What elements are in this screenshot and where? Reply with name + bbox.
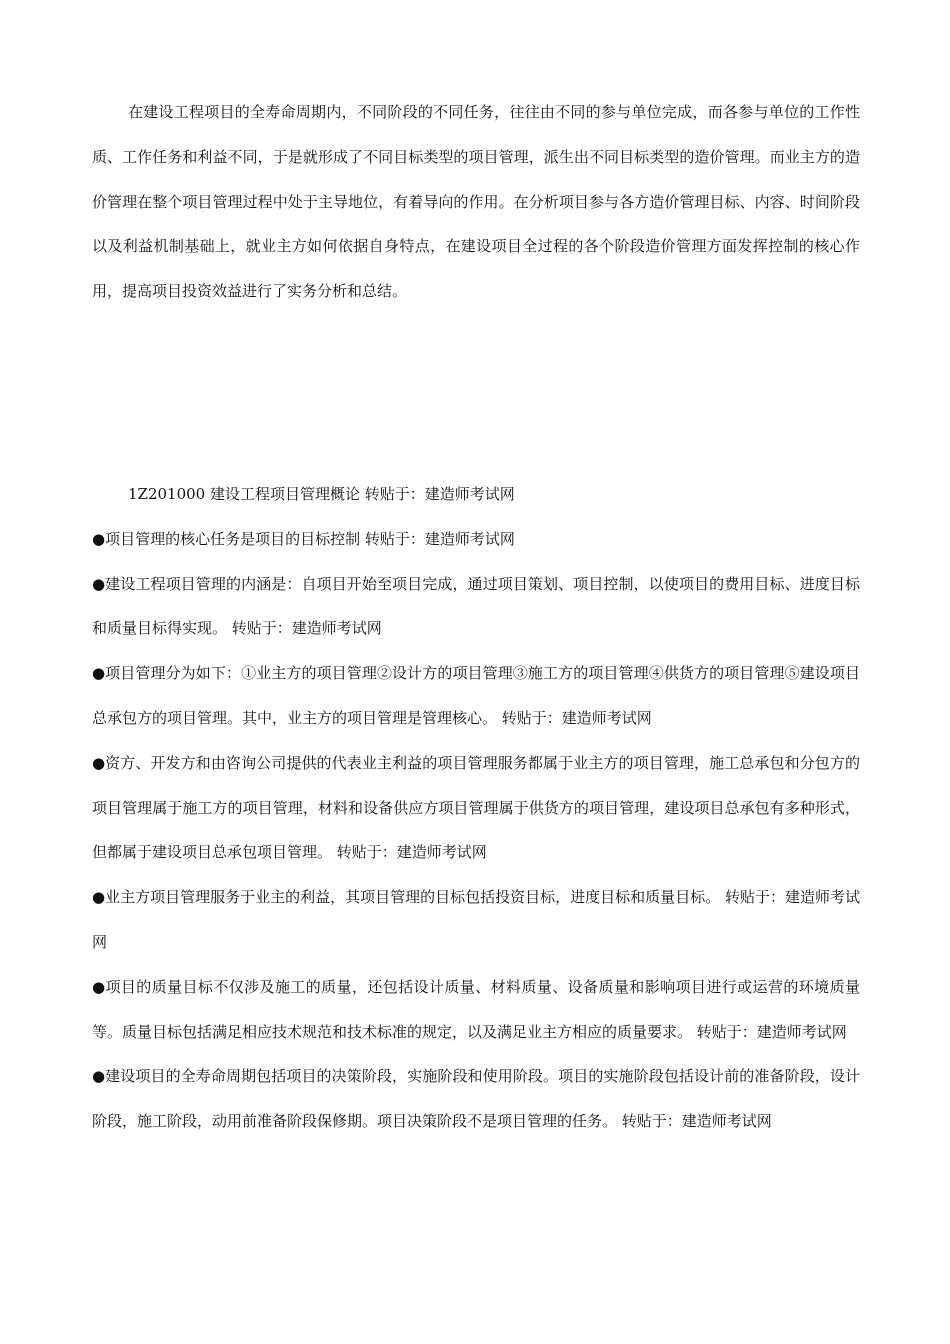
- list-item: ●项目管理分为如下：①业主方的项目管理②设计方的项目管理③施工方的项目管理④供货方的项目管理⑤建设项目总承包方的项目管理。其中，业主方的项目管理是管理核心。 转贴于：建造师考试网: [92, 664, 860, 727]
- notes-section: [92, 472, 860, 1144]
- list-item: ●建设项目的全寿命周期包括项目的决策阶段，实施阶段和使用阶段。项目的实施阶段包括设计前的准备阶段，设计阶段，施工阶段，动用前准备阶段保修期。项目决策阶段不是项目管理的任务。 转贴于：建造师考试网: [92, 1067, 860, 1131]
- list-item: ●项目的质量目标不仅涉及施工的质量，还包括设计质量、材料质量、设备质量和影响项目进行或运营的环境质量等。质量目标包括满足相应技术规范和技术标准的规定，以及满足业主方相应的质量要求。 转贴于：建造师考试网: [92, 977, 860, 1041]
- list-item: ●项目管理的核心任务是项目的目标控制 转贴于：建造师考试网: [92, 529, 515, 548]
- section-heading: 1Z201000 建设工程项目管理概论 转贴于：建造师考试网: [128, 485, 515, 503]
- list-item: ●业主方项目管理服务于业主的利益，其项目管理的目标包括投资目标，进度目标和质量目标。 转贴于：建造师考试网: [92, 888, 860, 951]
- list-item: ●资方、开发方和由咨询公司提供的代表业主利益的项目管理服务都属于业主方的项目管理，施工总承包和分包方的项目管理属于施工方的项目管理，材料和设备供应方项目管理属于供货方的项目管理，建设项目总承包有多种形式，但都属于建设项目总承包项目管理。 转贴于：建造师考试网: [92, 753, 860, 862]
- list-item: ●建设工程项目管理的内涵是：自项目开始至项目完成，通过项目策划、项目控制，以使项目的费用目标、进度目标和质量目标得实现。 转贴于：建造师考试网: [92, 574, 860, 638]
- intro-paragraph: 在建设工程项目的全寿命周期内，不同阶段的不同任务，往往由不同的参与单位完成，而各参与单位的工作性质、工作任务和利益不同，于是就形成了不同目标类型的项目管理，派生出不同目标类型的造价管理。而业主方的造价管理在整个项目管理过程中处于主导地位，有着导向的作用。在分析项目参与各方造价管理目标、内容、时间阶段以及利益机制基础上，就业主方如何依据自身特点，在建设项目全过程的各个阶段造价管理方面发挥控制的核心作用，提高项目投资效益进行了实务分析和总结。: [92, 103, 860, 301]
